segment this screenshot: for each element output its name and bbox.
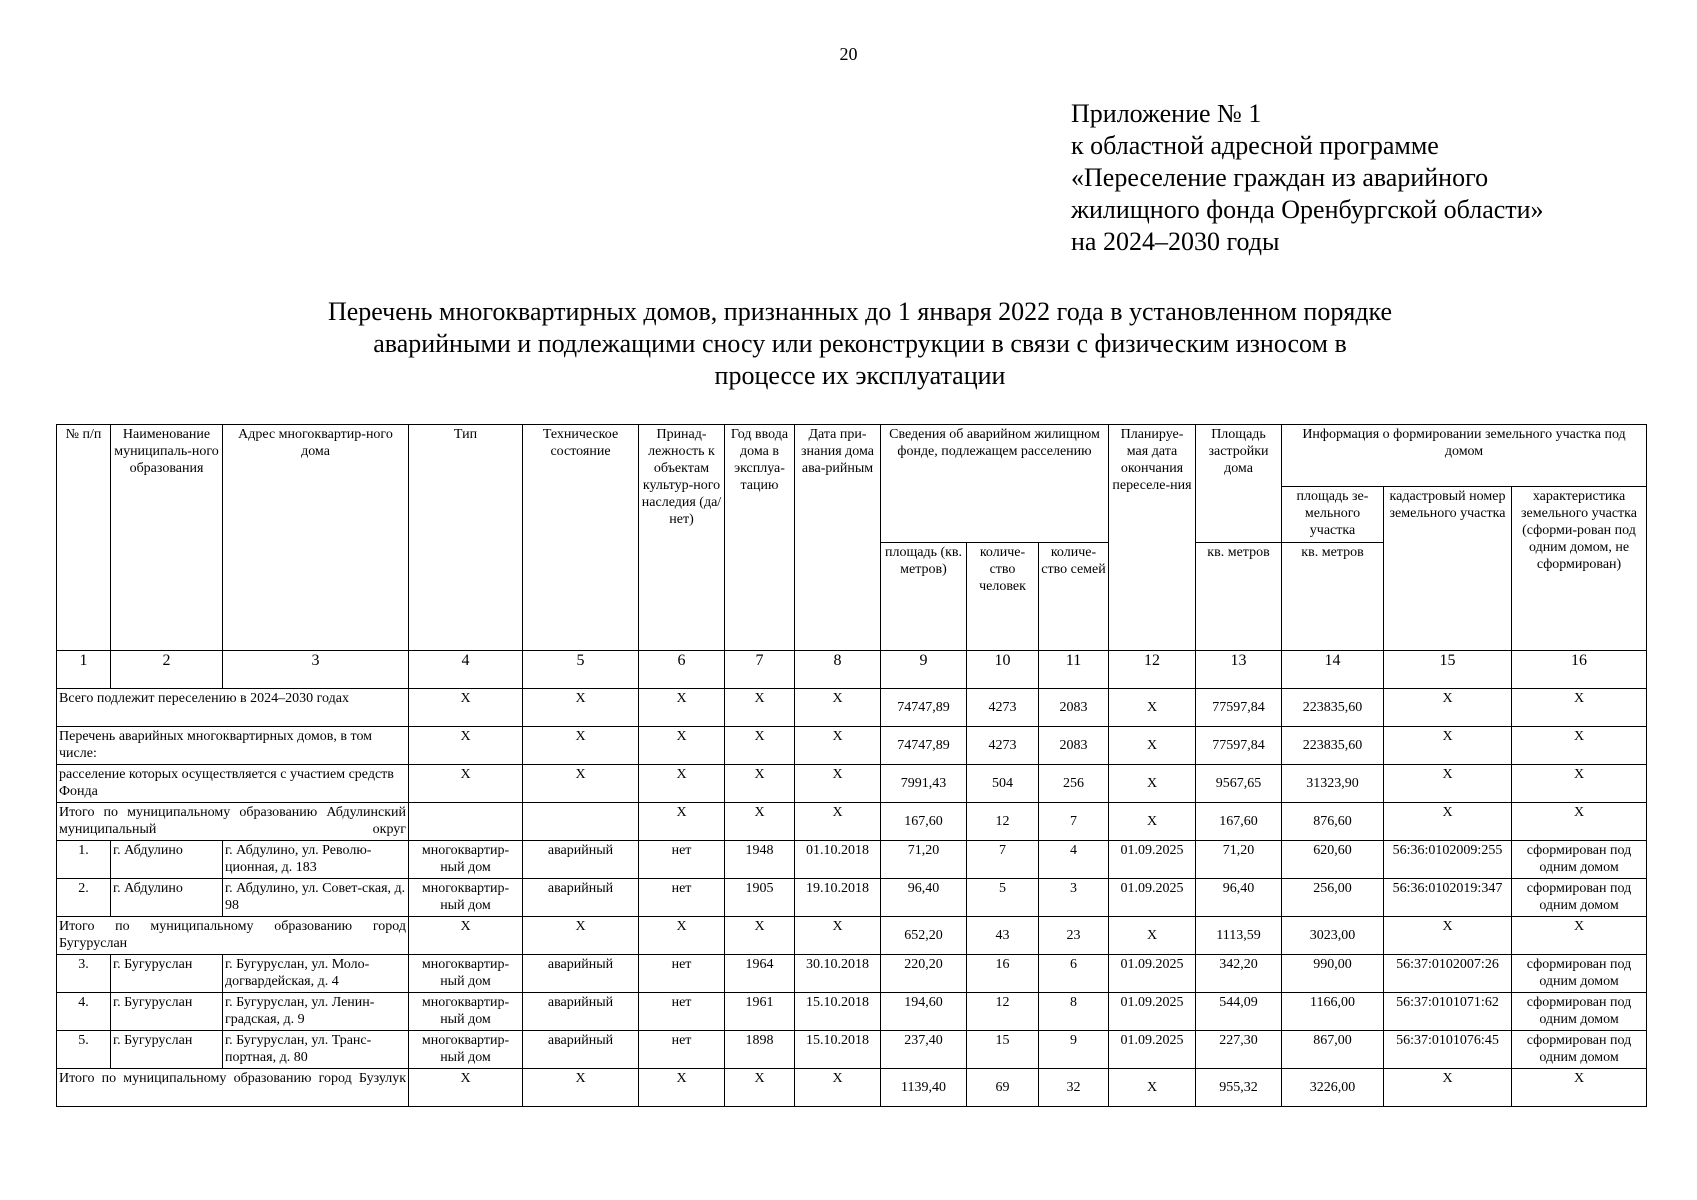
cell-num: 3. bbox=[57, 955, 111, 993]
cell-heritage: нет bbox=[639, 955, 725, 993]
appendix-line: на 2024–2030 годы bbox=[1071, 227, 1280, 256]
header-fund-group: Сведения об аварийном жилищном фонде, подлежащем расселению bbox=[881, 425, 1109, 543]
cell-year: X bbox=[725, 1069, 795, 1107]
cell-cadastral: X bbox=[1384, 765, 1512, 803]
cell-built-area: 955,32 bbox=[1196, 1069, 1282, 1107]
cell-fund-area: 96,40 bbox=[881, 879, 967, 917]
cell-heritage: нет bbox=[639, 879, 725, 917]
cell-fund-families: 2083 bbox=[1039, 727, 1109, 765]
cell-fund-people: 43 bbox=[967, 917, 1039, 955]
cell-fund-people: 16 bbox=[967, 955, 1039, 993]
cell-fund-families: 3 bbox=[1039, 879, 1109, 917]
header-land-area: площадь зе-мельного участка bbox=[1282, 487, 1384, 543]
header-year: Год ввода дома в эксплуа-тацию bbox=[725, 425, 795, 651]
cell-land-area: 1166,00 bbox=[1282, 993, 1384, 1031]
header-land-group: Информация о формировании земельного участка под домом bbox=[1282, 425, 1647, 487]
cell-cadastral: X bbox=[1384, 803, 1512, 841]
page-number: 20 bbox=[839, 44, 858, 64]
header-address: Адрес многоквартир-ного дома bbox=[223, 425, 409, 651]
cell-fund-families: 32 bbox=[1039, 1069, 1109, 1107]
column-number: 2 bbox=[111, 651, 223, 689]
cell-condition: аварийный bbox=[523, 841, 639, 879]
header-condition: Техническое состояние bbox=[523, 425, 639, 651]
cell-land-area: 876,60 bbox=[1282, 803, 1384, 841]
cell-type: многоквартир-ный дом bbox=[409, 879, 523, 917]
cell-planned-date: X bbox=[1109, 1069, 1196, 1107]
cell-fund-area: 194,60 bbox=[881, 993, 967, 1031]
cell-planned-date: 01.09.2025 bbox=[1109, 1031, 1196, 1069]
title-line: процессе их эксплуатации bbox=[714, 361, 1006, 390]
cell-fund-area: 167,60 bbox=[881, 803, 967, 841]
cell-date: 15.10.2018 bbox=[795, 1031, 881, 1069]
cell-fund-area: 74747,89 bbox=[881, 689, 967, 727]
cell-built-area: 96,40 bbox=[1196, 879, 1282, 917]
cell-heritage: нет bbox=[639, 1031, 725, 1069]
cell-fund-families: 8 bbox=[1039, 993, 1109, 1031]
cell-condition: X bbox=[523, 689, 639, 727]
cell-heritage: X bbox=[639, 727, 725, 765]
cell-date: X bbox=[795, 727, 881, 765]
group-total-row bbox=[57, 803, 1647, 841]
cell-built-area: 227,30 bbox=[1196, 1031, 1282, 1069]
cell-condition bbox=[523, 803, 639, 841]
cell-type: X bbox=[409, 765, 523, 803]
cell-fund-families: 23 bbox=[1039, 917, 1109, 955]
column-number: 9 bbox=[881, 651, 967, 689]
cell-year: X bbox=[725, 727, 795, 765]
cell-cadastral: 56:37:0101071:62 bbox=[1384, 993, 1512, 1031]
cell-built-area: 77597,84 bbox=[1196, 727, 1282, 765]
cell-built-area: 342,20 bbox=[1196, 955, 1282, 993]
row-label: Перечень аварийных многоквартирных домов, в том числе: bbox=[57, 727, 409, 765]
cell-date: X bbox=[795, 917, 881, 955]
cell-date: X bbox=[795, 803, 881, 841]
cell-built-area: 544,09 bbox=[1196, 993, 1282, 1031]
appendix-line: жилищного фонда Оренбургской области» bbox=[1071, 195, 1544, 224]
cell-fund-people: 4273 bbox=[967, 689, 1039, 727]
header-type: Тип bbox=[409, 425, 523, 651]
cell-year: 1961 bbox=[725, 993, 795, 1031]
row-label: расселение которых осуществляется с участием средств Фонда bbox=[57, 765, 409, 803]
cell-land-area: 223835,60 bbox=[1282, 727, 1384, 765]
title-line: Перечень многоквартирных домов, признанных до 1 января 2022 года в установленном порядке bbox=[327, 297, 1393, 326]
cell-cadastral: 56:36:0102009:255 bbox=[1384, 841, 1512, 879]
cell-land-status: X bbox=[1512, 727, 1647, 765]
cell-cadastral: 56:37:0101076:45 bbox=[1384, 1031, 1512, 1069]
cell-built-area: 9567,65 bbox=[1196, 765, 1282, 803]
cell-land-status: сформирован под одним домом bbox=[1512, 841, 1647, 879]
cell-fund-area: 7991,43 bbox=[881, 765, 967, 803]
cell-municipality: г. Абдулино bbox=[111, 879, 223, 917]
cell-built-area: 1113,59 bbox=[1196, 917, 1282, 955]
cell-type: X bbox=[409, 727, 523, 765]
cell-year: X bbox=[725, 765, 795, 803]
cell-municipality: г. Бугуруслан bbox=[111, 955, 223, 993]
cell-planned-date: 01.09.2025 bbox=[1109, 841, 1196, 879]
cell-fund-people: 4273 bbox=[967, 727, 1039, 765]
header-municipality: Наименование муниципаль-ного образования bbox=[111, 425, 223, 651]
cell-fund-area: 71,20 bbox=[881, 841, 967, 879]
cell-heritage: нет bbox=[639, 841, 725, 879]
cell-year: 1964 bbox=[725, 955, 795, 993]
row-label: Итого по муниципальному образованию город Бугуруслан bbox=[57, 917, 409, 955]
cell-fund-people: 12 bbox=[967, 803, 1039, 841]
cell-date: X bbox=[795, 1069, 881, 1107]
cell-address: г. Бугуруслан, ул. Моло-догвардейская, д. 4 bbox=[223, 955, 409, 993]
cell-built-area: 71,20 bbox=[1196, 841, 1282, 879]
cell-cadastral: X bbox=[1384, 917, 1512, 955]
cell-date: 01.10.2018 bbox=[795, 841, 881, 879]
cell-address: г. Бугуруслан, ул. Ленин-градская, д. 9 bbox=[223, 993, 409, 1031]
table-row bbox=[57, 955, 1647, 993]
cell-planned-date: X bbox=[1109, 917, 1196, 955]
header-fund-area: площадь (кв. метров) bbox=[881, 543, 967, 651]
cell-condition: X bbox=[523, 1069, 639, 1107]
header-land-status: характеристика земельного участка (сформи-рован под одним домом, не сформирован) bbox=[1512, 487, 1647, 651]
cell-cadastral: 56:36:0102019:347 bbox=[1384, 879, 1512, 917]
group-total-row bbox=[57, 1069, 1647, 1107]
cell-fund-area: 1139,40 bbox=[881, 1069, 967, 1107]
column-number: 11 bbox=[1039, 651, 1109, 689]
cell-municipality: г. Абдулино bbox=[111, 841, 223, 879]
cell-condition: X bbox=[523, 917, 639, 955]
cell-planned-date: X bbox=[1109, 727, 1196, 765]
cell-date: 30.10.2018 bbox=[795, 955, 881, 993]
header-built-area: Площадь застройки дома bbox=[1196, 425, 1282, 543]
cell-address: г. Абдулино, ул. Совет-ская, д. 98 bbox=[223, 879, 409, 917]
header-built-area-unit: кв. метров bbox=[1196, 543, 1282, 651]
cell-num: 2. bbox=[57, 879, 111, 917]
cell-date: X bbox=[795, 689, 881, 727]
cell-land-area: 990,00 bbox=[1282, 955, 1384, 993]
housing-table-wrap bbox=[56, 424, 1647, 1107]
cell-address: г. Абдулино, ул. Револю-ционная, д. 183 bbox=[223, 841, 409, 879]
column-number: 6 bbox=[639, 651, 725, 689]
cell-condition: аварийный bbox=[523, 955, 639, 993]
cell-planned-date: X bbox=[1109, 803, 1196, 841]
cell-land-area: 256,00 bbox=[1282, 879, 1384, 917]
cell-year: 1905 bbox=[725, 879, 795, 917]
cell-fund-people: 504 bbox=[967, 765, 1039, 803]
column-number: 7 bbox=[725, 651, 795, 689]
group-total-row bbox=[57, 917, 1647, 955]
cell-num: 5. bbox=[57, 1031, 111, 1069]
cell-fund-people: 12 bbox=[967, 993, 1039, 1031]
cell-fund-area: 237,40 bbox=[881, 1031, 967, 1069]
header-planned-date: Планируе-мая дата окончания переселе-ния bbox=[1109, 425, 1196, 651]
cell-date: X bbox=[795, 765, 881, 803]
cell-cadastral: 56:37:0102007:26 bbox=[1384, 955, 1512, 993]
cell-land-status: X bbox=[1512, 689, 1647, 727]
cell-heritage: X bbox=[639, 1069, 725, 1107]
cell-heritage: X bbox=[639, 803, 725, 841]
cell-planned-date: 01.09.2025 bbox=[1109, 879, 1196, 917]
header-land-area-unit: кв. метров bbox=[1282, 543, 1384, 651]
cell-land-area: 3023,00 bbox=[1282, 917, 1384, 955]
cell-planned-date: X bbox=[1109, 689, 1196, 727]
cell-built-area: 167,60 bbox=[1196, 803, 1282, 841]
cell-date: 15.10.2018 bbox=[795, 993, 881, 1031]
cell-fund-families: 256 bbox=[1039, 765, 1109, 803]
cell-fund-families: 2083 bbox=[1039, 689, 1109, 727]
header-fund-people: количе-ство человек bbox=[967, 543, 1039, 651]
header-heritage: Принад-лежность к объектам культур-ного наследия (да/нет) bbox=[639, 425, 725, 651]
cell-fund-area: 74747,89 bbox=[881, 727, 967, 765]
cell-year: X bbox=[725, 917, 795, 955]
cell-land-area: 3226,00 bbox=[1282, 1069, 1384, 1107]
column-number: 10 bbox=[967, 651, 1039, 689]
cell-type: многоквартир-ный дом bbox=[409, 955, 523, 993]
column-number-row bbox=[57, 651, 1647, 689]
column-number: 16 bbox=[1512, 651, 1647, 689]
cell-planned-date: 01.09.2025 bbox=[1109, 955, 1196, 993]
cell-land-area: 867,00 bbox=[1282, 1031, 1384, 1069]
cell-cadastral: X bbox=[1384, 727, 1512, 765]
appendix-line: к областной адресной программе bbox=[1071, 131, 1439, 160]
cell-condition: X bbox=[523, 765, 639, 803]
cell-municipality: г. Бугуруслан bbox=[111, 1031, 223, 1069]
cell-fund-families: 4 bbox=[1039, 841, 1109, 879]
cell-fund-families: 7 bbox=[1039, 803, 1109, 841]
cell-year: X bbox=[725, 803, 795, 841]
cell-type: многоквартир-ный дом bbox=[409, 993, 523, 1031]
cell-fund-families: 6 bbox=[1039, 955, 1109, 993]
table-row bbox=[57, 1031, 1647, 1069]
cell-type: X bbox=[409, 917, 523, 955]
cell-fund-people: 5 bbox=[967, 879, 1039, 917]
cell-planned-date: 01.09.2025 bbox=[1109, 993, 1196, 1031]
column-number: 4 bbox=[409, 651, 523, 689]
cell-fund-people: 7 bbox=[967, 841, 1039, 879]
cell-land-status: сформирован под одним домом bbox=[1512, 1031, 1647, 1069]
appendix-line: Приложение № 1 bbox=[1071, 99, 1262, 128]
column-number: 15 bbox=[1384, 651, 1512, 689]
housing-table bbox=[56, 424, 1647, 1107]
cell-fund-people: 69 bbox=[967, 1069, 1039, 1107]
table-row bbox=[57, 841, 1647, 879]
cell-land-status: сформирован под одним домом bbox=[1512, 955, 1647, 993]
column-number: 13 bbox=[1196, 651, 1282, 689]
cell-type: многоквартир-ный дом bbox=[409, 841, 523, 879]
cell-type bbox=[409, 803, 523, 841]
cell-year: 1948 bbox=[725, 841, 795, 879]
row-label: Всего подлежит переселению в 2024–2030 годах bbox=[57, 689, 409, 727]
header-num: № п/п bbox=[57, 425, 111, 651]
cell-condition: аварийный bbox=[523, 1031, 639, 1069]
cell-land-status: X bbox=[1512, 803, 1647, 841]
cell-fund-area: 220,20 bbox=[881, 955, 967, 993]
table-row bbox=[57, 879, 1647, 917]
header-cadastral: кадастровый номер земельного участка bbox=[1384, 487, 1512, 651]
column-number: 5 bbox=[523, 651, 639, 689]
cell-fund-people: 15 bbox=[967, 1031, 1039, 1069]
row-label: Итого по муниципальному образованию Абдулинский муниципальный округ bbox=[57, 803, 409, 841]
cell-address: г. Бугуруслан, ул. Транс-портная, д. 80 bbox=[223, 1031, 409, 1069]
header-fund-families: количе-ство семей bbox=[1039, 543, 1109, 651]
cell-num: 4. bbox=[57, 993, 111, 1031]
cell-condition: аварийный bbox=[523, 879, 639, 917]
column-number: 12 bbox=[1109, 651, 1196, 689]
column-number: 3 bbox=[223, 651, 409, 689]
cell-heritage: X bbox=[639, 765, 725, 803]
cell-land-status: X bbox=[1512, 917, 1647, 955]
cell-condition: аварийный bbox=[523, 993, 639, 1031]
summary-row bbox=[57, 689, 1647, 727]
cell-planned-date: X bbox=[1109, 765, 1196, 803]
cell-land-area: 31323,90 bbox=[1282, 765, 1384, 803]
cell-municipality: г. Бугуруслан bbox=[111, 993, 223, 1031]
cell-heritage: X bbox=[639, 917, 725, 955]
cell-fund-area: 652,20 bbox=[881, 917, 967, 955]
title-line: аварийными и подлежащими сносу или реконструкции в связи с физическим износом в bbox=[373, 329, 1347, 358]
cell-land-status: X bbox=[1512, 1069, 1647, 1107]
column-number: 1 bbox=[57, 651, 111, 689]
summary-row bbox=[57, 727, 1647, 765]
cell-type: X bbox=[409, 1069, 523, 1107]
cell-land-status: сформирован под одним домом bbox=[1512, 993, 1647, 1031]
cell-num: 1. bbox=[57, 841, 111, 879]
table-row bbox=[57, 993, 1647, 1031]
cell-year: 1898 bbox=[725, 1031, 795, 1069]
cell-date: 19.10.2018 bbox=[795, 879, 881, 917]
cell-fund-families: 9 bbox=[1039, 1031, 1109, 1069]
column-number: 8 bbox=[795, 651, 881, 689]
table-body bbox=[57, 651, 1647, 1107]
cell-built-area: 77597,84 bbox=[1196, 689, 1282, 727]
appendix-block bbox=[1071, 98, 1544, 258]
cell-cadastral: X bbox=[1384, 1069, 1512, 1107]
appendix-line: «Переселение граждан из аварийного bbox=[1071, 163, 1489, 192]
document-title bbox=[320, 296, 1400, 392]
summary-row bbox=[57, 765, 1647, 803]
cell-condition: X bbox=[523, 727, 639, 765]
cell-type: X bbox=[409, 689, 523, 727]
cell-land-area: 223835,60 bbox=[1282, 689, 1384, 727]
cell-land-area: 620,60 bbox=[1282, 841, 1384, 879]
cell-heritage: нет bbox=[639, 993, 725, 1031]
cell-land-status: сформирован под одним домом bbox=[1512, 879, 1647, 917]
cell-cadastral: X bbox=[1384, 689, 1512, 727]
cell-type: многоквартир-ный дом bbox=[409, 1031, 523, 1069]
cell-land-status: X bbox=[1512, 765, 1647, 803]
row-label: Итого по муниципальному образованию город Бузулук bbox=[57, 1069, 409, 1107]
header-date: Дата при-знания дома ава-рийным bbox=[795, 425, 881, 651]
cell-year: X bbox=[725, 689, 795, 727]
column-number: 14 bbox=[1282, 651, 1384, 689]
cell-heritage: X bbox=[639, 689, 725, 727]
